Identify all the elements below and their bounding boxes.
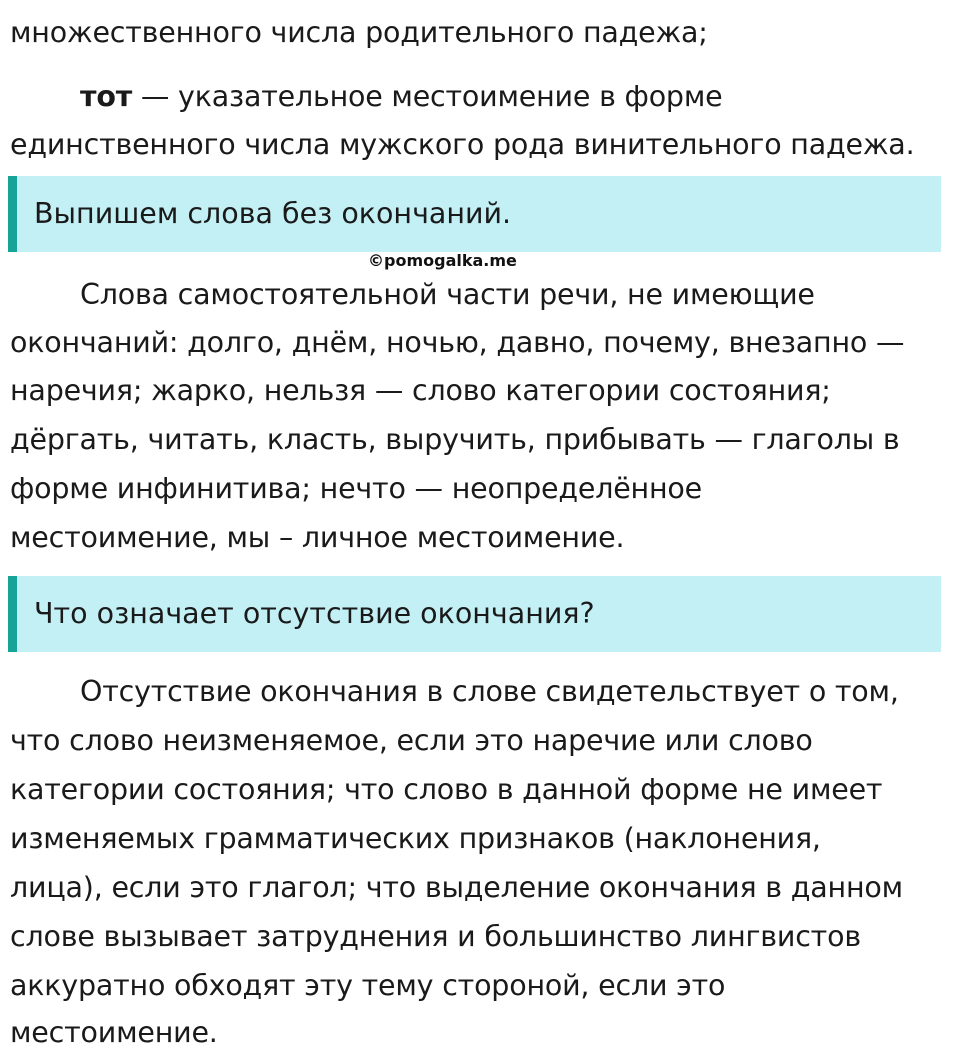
paragraph2-line-4: изменяемых грамматических признаков (наклонения,	[10, 822, 821, 855]
term-tot-definition: — указательное местоимение в форме	[132, 80, 723, 113]
paragraph2-line-8: местоимение.	[10, 1016, 218, 1049]
paragraph1-line-1: Слова самостоятельной части речи, не имеющие	[80, 278, 815, 311]
section-heading-2: Что означает отсутствие окончания?	[34, 597, 595, 630]
paragraph1-line-2: окончаний: долго, днём, ночью, давно, почему, внезапно —	[10, 326, 905, 359]
term-tot: тот	[80, 80, 133, 113]
paragraph2-line-7: аккуратно обходят эту тему стороной, если это	[10, 969, 726, 1002]
section-heading-banner-2	[8, 576, 941, 652]
section-heading-banner-1	[8, 176, 941, 252]
paragraph1-line-3: наречия; жарко, нельзя — слово категории состояния;	[10, 374, 831, 407]
paragraph2-line-1: Отсутствие окончания в слове свидетельствует о том,	[80, 675, 899, 708]
paragraph2-line-3: категории состояния; что слово в данной форме не имеет	[10, 773, 883, 806]
intro-line-2	[80, 73, 722, 121]
watermark: ©pomogalka.me	[368, 251, 517, 270]
paragraph2-line-2: что слово неизменяемое, если это наречие или слово	[10, 724, 813, 757]
intro-line-1: множественного числа родительного падежа;	[10, 16, 708, 49]
paragraph2-line-6: слове вызывает затруднения и большинство лингвистов	[10, 920, 861, 953]
intro-line-3: единственного числа мужского рода винительного падежа.	[10, 128, 915, 161]
paragraph2-line-5: лица), если это глагол; что выделение окончания в данном	[10, 871, 903, 904]
paragraph1-line-6: местоимение, мы – личное местоимение.	[10, 521, 625, 554]
section-heading-1: Выпишем слова без окончаний.	[34, 197, 512, 230]
paragraph1-line-5: форме инфинитива; нечто — неопределённое	[10, 472, 702, 505]
paragraph1-line-4: дёргать, читать, класть, выручить, прибывать — глаголы в	[10, 423, 900, 456]
